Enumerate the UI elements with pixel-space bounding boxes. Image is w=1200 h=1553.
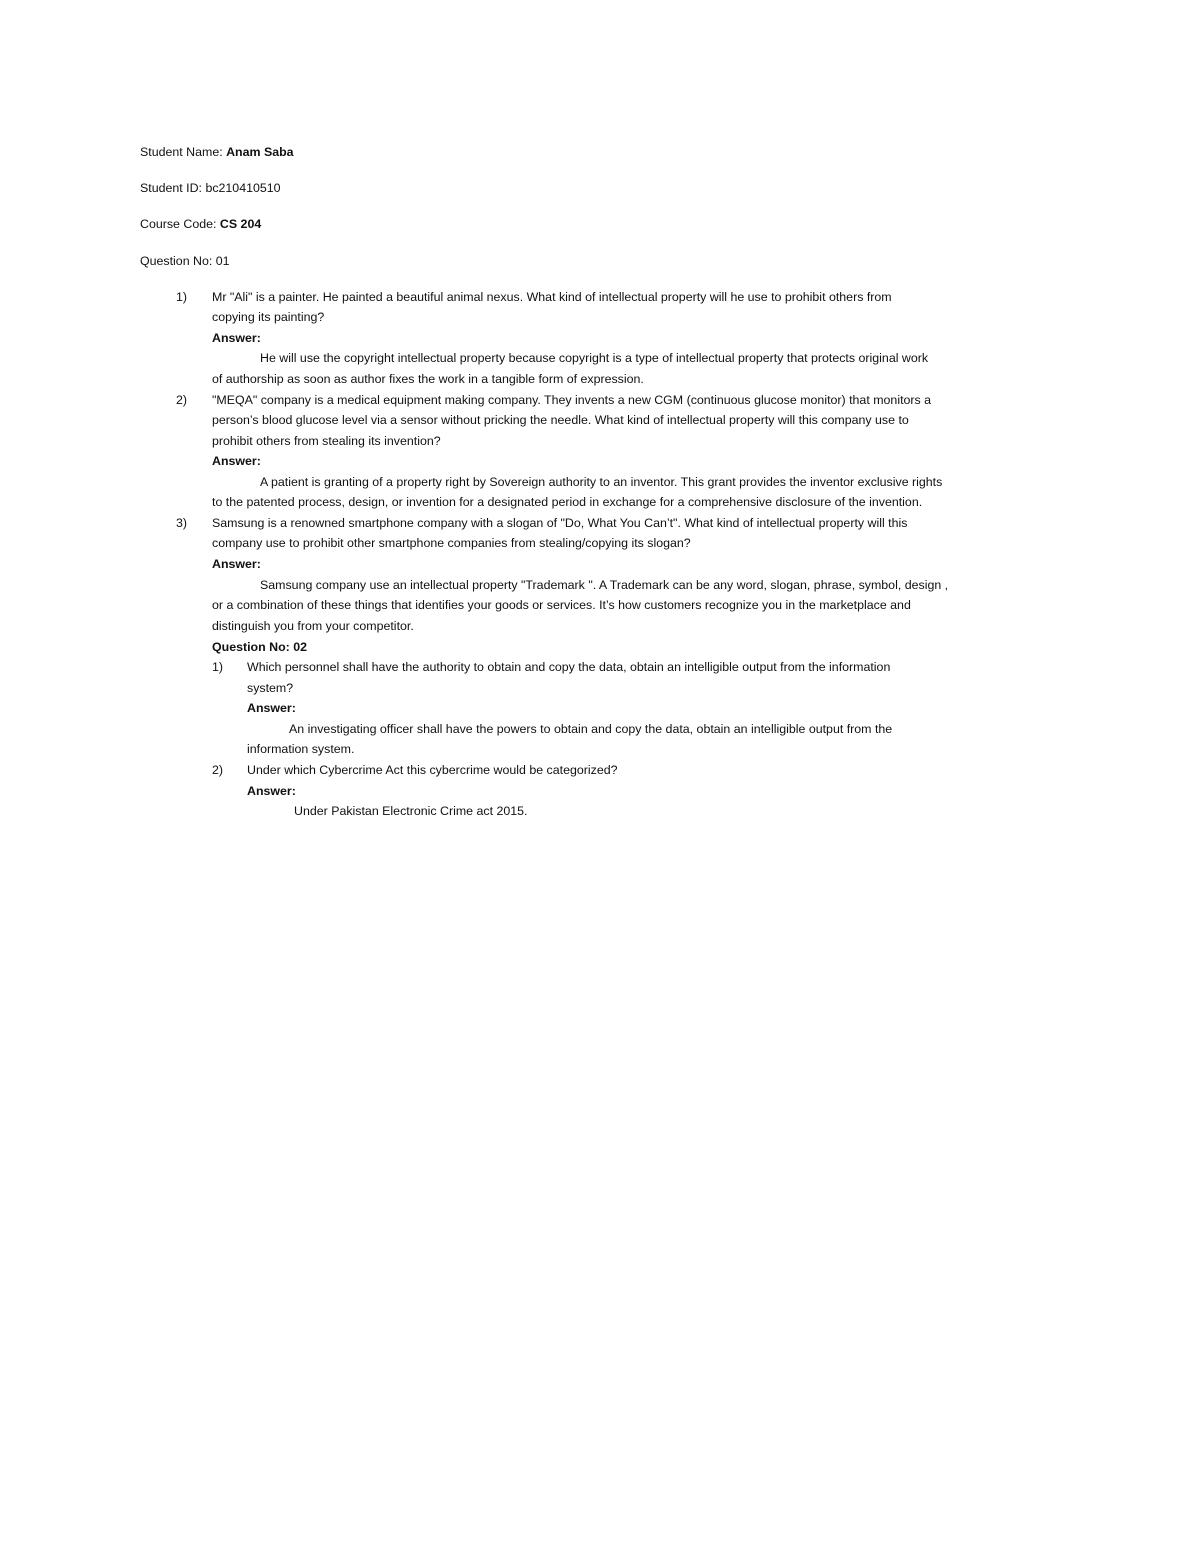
q1-item3-answer-line: or a combination of these things that identifies your goods or services. It’s how customers recognize you in the marketplace and (212, 598, 911, 612)
question-2-title-value: 02 (293, 640, 308, 654)
q2-item1-question-line: Which personnel shall have the authority to obtain and copy the data, obtain an intelligible output from the information (247, 660, 891, 674)
q2-item2-answer-line: Under Pakistan Electronic Crime act 2015. (294, 804, 528, 818)
q1-item2-answer-label: Answer: (212, 454, 261, 468)
q1-item2-answer-line: A patient is granting of a property right by Sovereign authority to an inventor. This grant provides the inventor exclusive rights (260, 475, 943, 489)
student-id-value: bc210410510 (205, 181, 281, 195)
q2-item1-question-line: system? (247, 681, 294, 695)
q1-item2-question-line: "MEQA" company is a medical equipment making company. They invents a new CGM (continuous glucose monitor) that monitors a (212, 393, 932, 407)
q1-item3-answer-line: distinguish you from your competitor. (212, 619, 414, 633)
q2-item1-answer-label: Answer: (247, 701, 296, 715)
q2-item2-number: 2) (212, 763, 224, 777)
question-2-title-label: Question No: (212, 640, 294, 654)
q2-item2-answer-label: Answer: (247, 784, 296, 798)
q1-item1-answer-line: He will use the copyright intellectual property because copyright is a type of intellectual property that protects original work (260, 351, 929, 365)
q2-item1-answer-line: information system. (247, 742, 355, 756)
q1-item1-answer-label: Answer: (212, 331, 261, 345)
question-2-title (212, 639, 307, 655)
q1-item1-answer-line: of authorship as soon as author fixes the work in a tangible form of expression. (212, 372, 644, 386)
q2-item1-answer-line: An investigating officer shall have the powers to obtain and copy the data, obtain an intelligible output from the (289, 722, 893, 736)
q1-item2-answer-line: to the patented process, design, or invention for a designated period in exchange for a comprehensive disclosure of the invention. (212, 495, 923, 509)
course-code-value: CS 204 (219, 217, 262, 231)
question-1-title: Question No: 01 (140, 254, 230, 268)
q1-item3-answer-line: Samsung company use an intellectual property "Trademark ". A Trademark can be any word, slogan, phrase, symbol, design , (260, 578, 949, 592)
q1-item2-question-line: prohibit others from stealing its invention? (212, 434, 441, 448)
q1-item2-question-line: person’s blood glucose level via a sensor without pricking the needle. What kind of intellectual property will this company use to (212, 413, 909, 427)
course-code-line (140, 216, 261, 232)
q1-item3-question-line: company use to prohibit other smartphone companies from stealing/copying its slogan? (212, 536, 691, 550)
q1-item3-question-line: Samsung is a renowned smartphone company with a slogan of "Do, What You Can’t". What kind of intellectual property will this (212, 516, 908, 530)
q1-item1-number: 1) (176, 290, 188, 304)
q1-item3-answer-label: Answer: (212, 557, 261, 571)
q1-item1-question-line: Mr "Ali" is a painter. He painted a beautiful animal nexus. What kind of intellectual property will he use to prohibit others from (212, 290, 892, 304)
q1-item3-number: 3) (176, 516, 188, 530)
student-name-label: Student Name: (140, 145, 227, 159)
course-code-label: Course Code: (140, 217, 220, 231)
student-id-label: Student ID: (140, 181, 206, 195)
q1-item2-number: 2) (176, 393, 188, 407)
student-name-line (140, 144, 294, 160)
q2-item2-question-line: Under which Cybercrime Act this cybercrime would be categorized? (247, 763, 618, 777)
q2-item1-number: 1) (212, 660, 224, 674)
q1-item1-question-line: copying its painting? (212, 310, 325, 324)
student-name-value: Anam Saba (226, 145, 294, 159)
student-id-line (140, 180, 281, 196)
